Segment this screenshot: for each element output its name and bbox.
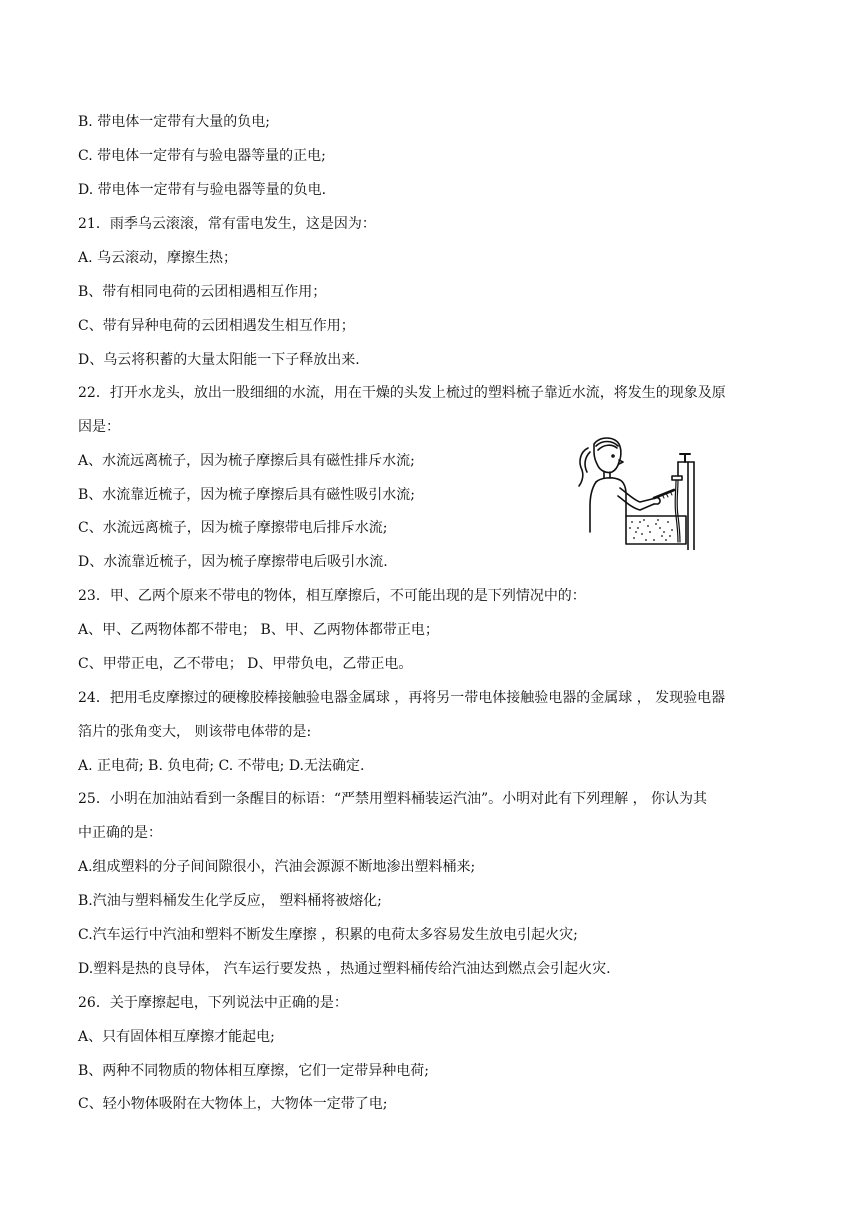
options-24: A. 正电荷; B. 负电荷; C. 不带电; D.无法确定. bbox=[78, 758, 365, 774]
option-21c: C、带有异种电荷的云团相遇发生相互作用； bbox=[78, 318, 355, 334]
question-24: 24．把用毛皮摩擦过的硬橡胶棒接触验电器金属球 ，再将另一带电体接触验电器的金属球 ， 发现验电器 bbox=[78, 690, 726, 706]
option-25d: D.塑料是热的良导体， 汽车运行要发热 ，热通过塑料桶传给汽油达到燃点会引起火灾. bbox=[78, 961, 611, 977]
question-22: 22．打开水龙头，放出一股细细的水流，用在干燥的头发上梳过的塑料梳子靠近水流，将发生的现象及原 bbox=[78, 385, 726, 401]
option-26c: C、轻小物体吸附在大物体上，大物体一定带了电; bbox=[78, 1096, 388, 1112]
option-20b: B. 带电体一定带有大量的负电; bbox=[78, 114, 270, 130]
option-25c: C.汽车运行中汽油和塑料不断发生摩擦 ，积累的电荷太多容易发生放电引起火灾; bbox=[78, 927, 578, 943]
option-25a: A.组成塑料的分子间间隙很小，汽油会源源不断地渗出塑料桶来; bbox=[78, 859, 476, 875]
option-21a: A. 乌云滚动，摩擦生热； bbox=[78, 250, 238, 266]
question-21: 21．雨季乌云滚滚，常有雷电发生，这是因为： bbox=[78, 216, 376, 232]
question-25: 25．小明在加油站看到一条醒目的标语：“严禁用塑料桶装运汽油”。小明对此有下列理解 ， 你认为其 bbox=[78, 791, 708, 807]
option-25b: B.汽油与塑料桶发生化学反应， 塑料桶将被熔化; bbox=[78, 893, 382, 909]
option-22a: A、水流远离梳子，因为梳子摩擦后具有磁性排斥水流; bbox=[78, 453, 415, 469]
options-23-cd: C、甲带正电，乙不带电； D、甲带负电，乙带正电。 bbox=[78, 656, 413, 672]
option-21b: B、带有相同电荷的云团相遇相互作用； bbox=[78, 284, 327, 300]
question-24-cont: 箔片的张角变大， 则该带电体带的是: bbox=[78, 724, 312, 740]
option-22b: B、水流靠近梳子，因为梳子摩擦后具有磁性吸引水流; bbox=[78, 487, 416, 503]
question-25-cont: 中正确的是： bbox=[78, 825, 162, 841]
option-26a: A、只有固体相互摩擦才能起电; bbox=[78, 1029, 275, 1045]
question-26: 26．关于摩擦起电，下列说法中正确的是： bbox=[78, 995, 348, 1011]
option-20c: C. 带电体一定带有与验电器等量的正电; bbox=[78, 148, 326, 164]
option-21d: D、乌云将积蓄的大量太阳能一下子释放出来. bbox=[78, 352, 360, 368]
girl-comb-faucet-illustration bbox=[574, 432, 712, 550]
option-22c: C、水流远离梳子，因为梳子摩擦带电后排斥水流; bbox=[78, 520, 388, 536]
option-20d: D. 带电体一定带有与验电器等量的负电. bbox=[78, 182, 327, 198]
question-23: 23．甲、乙两个原来不带电的物体，相互摩擦后，不可能出现的是下列情况中的： bbox=[78, 588, 586, 604]
question-22-cont: 因是： bbox=[78, 419, 120, 435]
option-22d: D、水流靠近梳子，因为梳子摩擦带电后吸引水流. bbox=[78, 554, 388, 570]
option-26b: B、两种不同物质的物体相互摩擦，它们一定带异种电荷; bbox=[78, 1063, 430, 1079]
options-23-ab: A、甲、乙两物体都不带电； B、甲、乙两物体都带正电； bbox=[78, 622, 439, 638]
